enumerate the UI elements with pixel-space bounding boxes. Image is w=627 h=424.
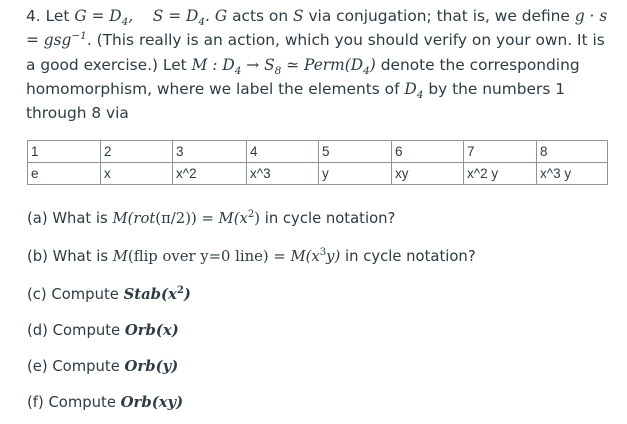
question-f: (f) Compute Orb(xy) xyxy=(27,394,184,411)
label-number-row xyxy=(28,141,608,163)
question-d: (d) Compute Orb(x) xyxy=(27,322,179,339)
table-cell: 6 xyxy=(392,141,464,163)
table-cell: e xyxy=(28,163,101,185)
table-cell: y xyxy=(319,163,392,185)
table-cell: 3 xyxy=(173,141,247,163)
question-e: (e) Compute Orb(y) xyxy=(27,358,179,375)
table-cell: 7 xyxy=(464,141,537,163)
s-variable: S xyxy=(292,7,304,25)
table-cell: x^2 y xyxy=(464,163,537,185)
labeling-text: by the numbers 1 through 8 via xyxy=(26,79,566,123)
s-definition: $S = D_4$. xyxy=(152,7,210,29)
g-definition: $G = D_4$, xyxy=(74,7,134,29)
g-variable: G xyxy=(214,7,228,25)
table-cell: x^3 xyxy=(247,163,319,185)
d4-variable: $D_4$ xyxy=(404,79,424,101)
question-b: (b) What is M(flip over y=0 line) = $M(x^3y)$ in cycle notation? xyxy=(27,247,476,265)
problem-number: 4. xyxy=(26,7,41,25)
table-cell: 8 xyxy=(537,141,608,163)
denote-text: denote the corresponding homomorphism, where we label the elements of xyxy=(26,55,580,98)
action-note: . (This really is an action, which you should verify on your own. It is a good exercise.) xyxy=(26,31,605,74)
table-cell: 4 xyxy=(247,141,319,163)
table-cell: 5 xyxy=(319,141,392,163)
let-word: Let xyxy=(45,7,70,25)
table-cell: 2 xyxy=(101,141,173,163)
table-cell: x xyxy=(101,163,173,185)
acts-on-text: acts on xyxy=(232,7,289,25)
group-element-row xyxy=(28,163,608,185)
table-cell: x^2 xyxy=(173,163,247,185)
action-definition: g · s = gsg$^{-1}$ xyxy=(26,7,608,50)
table-cell: 1 xyxy=(28,141,101,163)
table-cell: xy xyxy=(392,163,464,185)
via-conjugation-text: via conjugation; that is, we define xyxy=(308,7,570,25)
element-label-table xyxy=(27,140,608,185)
problem-statement xyxy=(26,4,616,125)
homomorphism-definition: M : $D_4 \to S_8$ ≃ $Perm(D_4)$ xyxy=(191,55,376,77)
question-a: (a) What is $M(rot(\pi/2)) = M(x^2)$ in cycle notation? xyxy=(27,209,396,227)
question-c: (c) Compute $Stab(x^2)$ xyxy=(27,285,191,303)
table-cell: x^3 y xyxy=(537,163,608,185)
let-word-2: Let xyxy=(162,55,187,74)
